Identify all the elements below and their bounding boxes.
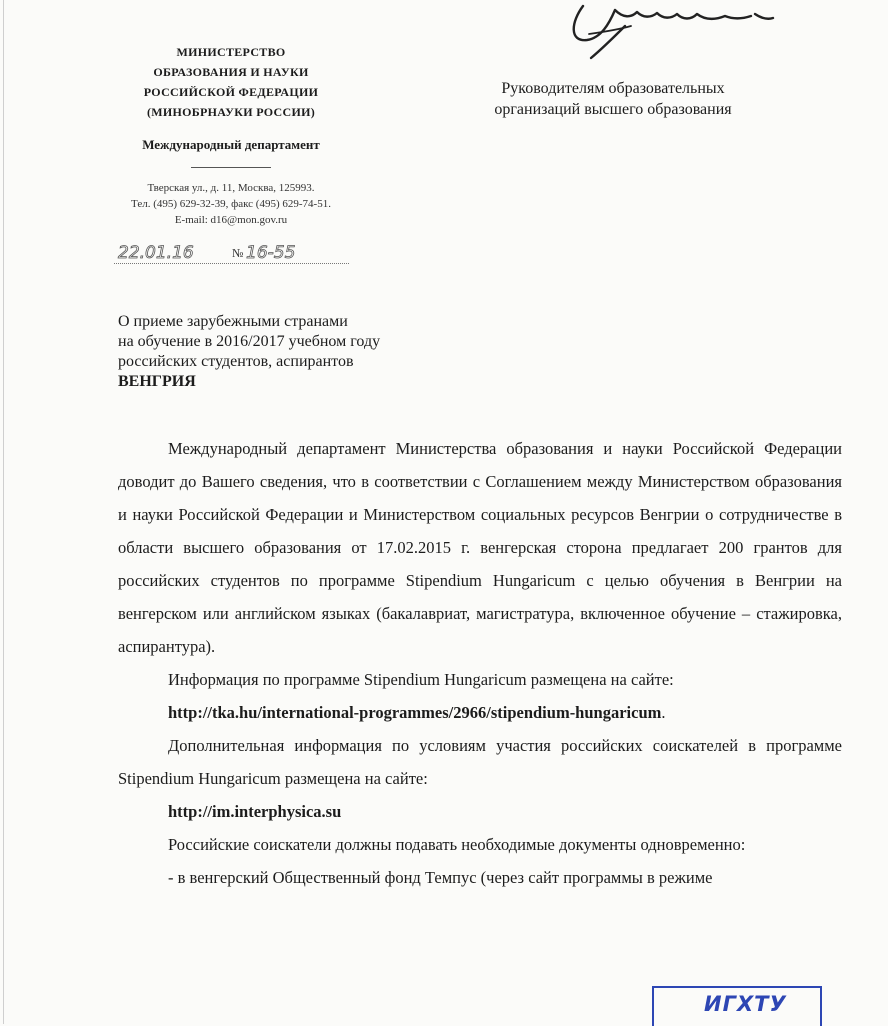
link-tka[interactable]: http://tka.hu/international-programmes/2966/stipendium-hungaricum xyxy=(168,703,662,722)
number-sign: № xyxy=(232,246,244,260)
letterhead xyxy=(86,42,376,228)
registration-underline xyxy=(114,263,349,264)
paragraph-additional-info: Дополнительная информация по условиям участия российских соискателей в программе Stipendium Hungaricum размещена на сайте: xyxy=(118,736,842,788)
paragraph-info: Информация по программе Stipendium Hungaricum размещена на сайте: xyxy=(168,670,674,689)
subject-line-2: на обучение в 2016/2017 учебном году xyxy=(118,333,381,350)
ministry-line-3: РОССИЙСКОЙ ФЕДЕРАЦИИ xyxy=(143,85,319,99)
subject-line-1: О приеме зарубежными странами xyxy=(118,313,348,330)
recipient-line-2: организаций высшего образования xyxy=(494,101,732,118)
registration-date: 22.01.16 xyxy=(118,243,194,263)
stamp-text: ИГХТУ xyxy=(704,992,787,1016)
paragraph-applicants: Российские соискатели должны подавать необходимые документы одновременно: xyxy=(168,835,746,854)
paragraph-tempus: - в венгерский Общественный фонд Темпус (через сайт программы в режиме xyxy=(168,868,713,887)
ministry-line-1: МИНИСТЕРСТВО xyxy=(176,45,286,59)
email: E-mail: d16@mon.gov.ru xyxy=(174,214,288,226)
phone-fax: Тел. (495) 629-32-39, факс (495) 629-74-51. xyxy=(131,198,331,210)
registration-number: 16-55 xyxy=(246,243,296,263)
link-interphysica[interactable]: http://im.interphysica.su xyxy=(168,802,342,821)
department-name: Международный департамент xyxy=(142,137,320,152)
letter-body xyxy=(118,432,842,894)
recipient-block xyxy=(448,78,778,120)
ministry-line-2: ОБРАЗОВАНИЯ И НАУКИ xyxy=(153,65,309,79)
recipient-line-1: Руководителям образовательных xyxy=(501,80,725,97)
address: Тверская ул., д. 11, Москва, 125993. xyxy=(147,182,315,194)
registration-line xyxy=(114,243,349,265)
subject-block xyxy=(118,312,458,392)
subject-country: ВЕНГРИЯ xyxy=(118,373,196,390)
incoming-stamp xyxy=(652,986,822,1026)
handwritten-signature xyxy=(565,0,785,80)
link-tka-period: . xyxy=(661,703,666,722)
link-tka-line xyxy=(118,696,842,729)
subject-line-3: российских студентов, аспирантов xyxy=(118,353,354,370)
scan-edge-line xyxy=(3,0,4,1024)
letterhead-divider xyxy=(191,167,271,168)
ministry-line-4: (МИНОБРНАУКИ РОССИИ) xyxy=(146,105,316,119)
paragraph-intro: Международный департамент Министерства образования и науки Российской Федерации доводит до Вашего сведения, что в соответствии с Соглашением между Министерством образования и науки Российской Федерации и Министерством социальных ресурсов Венгрии о сотрудничестве в области высшего образования от 17.02.2015 г. венгерская сторона предлагает 200 грантов для российских студентов по программе Stipendium Hungaricum с целью обучения в Венгрии на венгерском или английском языках (бакалавриат, магистратура, включенное обучение – стажировка, аспирантура). xyxy=(118,439,842,656)
